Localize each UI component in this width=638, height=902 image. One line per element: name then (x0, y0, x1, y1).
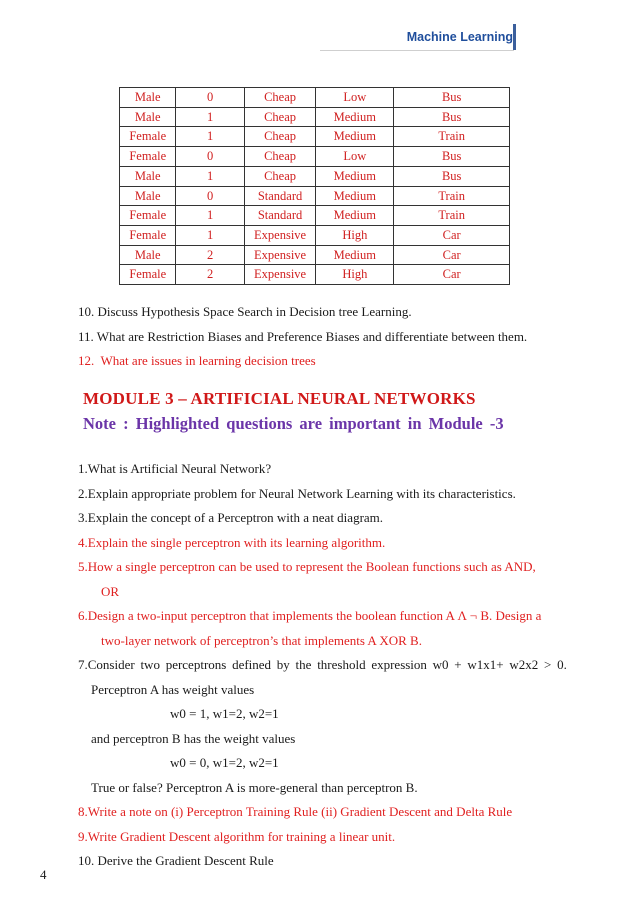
table-cell: 1 (176, 206, 244, 226)
table-cell: Expensive (244, 265, 315, 285)
table-cell: 2 (176, 265, 244, 285)
table-cell: Train (394, 186, 510, 206)
question-10-prev: 10. Discuss Hypothesis Space Search in Decision tree Learning. (78, 304, 412, 319)
table-row (120, 166, 510, 186)
table-row (120, 186, 510, 206)
table-cell: Cheap (244, 127, 315, 147)
table-cell: Female (120, 225, 176, 245)
table-cell: Female (120, 147, 176, 167)
table-row (120, 245, 510, 265)
page-number: 4 (40, 867, 47, 882)
header-rule (320, 50, 514, 51)
table-cell: Car (394, 225, 510, 245)
table-cell: 1 (176, 107, 244, 127)
question-8: 8.Write a note on (i) Perceptron Training Rule (ii) Gradient Descent and Delta Rule (78, 804, 513, 819)
question-7-line2: Perceptron A has weight values (91, 682, 255, 697)
table-cell: High (316, 265, 394, 285)
table-cell: 1 (176, 127, 244, 147)
table-row (120, 88, 510, 108)
table-cell: Low (316, 88, 394, 108)
question-6-cont: two-layer network of perceptron’s that implements A XOR B. (101, 633, 422, 648)
table-cell: Medium (316, 186, 394, 206)
table-cell: Female (120, 206, 176, 226)
table-cell: Medium (316, 245, 394, 265)
question-10: 10. Derive the Gradient Descent Rule (78, 853, 274, 868)
question-9: 9.Write Gradient Descent algorithm for training a linear unit. (78, 829, 396, 844)
table-cell: Bus (394, 107, 510, 127)
table-cell: Low (316, 147, 394, 167)
table-cell: Medium (316, 166, 394, 186)
table-cell: Car (394, 265, 510, 285)
question-3: 3.Explain the concept of a Perceptron with a neat diagram. (78, 510, 384, 525)
table-cell: Expensive (244, 245, 315, 265)
header-accent-bar (513, 24, 516, 50)
table-cell: 0 (176, 186, 244, 206)
table-cell: Bus (394, 147, 510, 167)
question-2: 2.Explain appropriate problem for Neural Network Learning with its characteristics. (78, 486, 516, 501)
table-cell: Car (394, 245, 510, 265)
question-5-cont: OR (101, 584, 120, 599)
training-data-table (119, 87, 510, 285)
table-row (120, 127, 510, 147)
table-cell: Cheap (244, 166, 315, 186)
table-cell: High (316, 225, 394, 245)
table-row (120, 147, 510, 167)
table-cell: 1 (176, 225, 244, 245)
table-cell: Female (120, 265, 176, 285)
table-cell: Train (394, 127, 510, 147)
question-7-line6: True or false? Perceptron A is more-general than perceptron B. (91, 780, 418, 795)
question-7: 7.Consider two perceptrons defined by the threshold expression w0 + w1x1+ w2x2 > 0. (78, 657, 567, 672)
table-row (120, 107, 510, 127)
table-cell: Standard (244, 206, 315, 226)
question-11-prev: 11. What are Restriction Biases and Preference Biases and differentiate between them. (78, 329, 528, 344)
table-cell: Medium (316, 127, 394, 147)
table-cell: Male (120, 166, 176, 186)
table-cell: 0 (176, 88, 244, 108)
module-note: Note : Highlighted questions are important in Module -3 (83, 414, 504, 433)
table-cell: Male (120, 245, 176, 265)
table-cell: Female (120, 127, 176, 147)
table-cell: Standard (244, 186, 315, 206)
table-cell: 2 (176, 245, 244, 265)
table-row (120, 206, 510, 226)
header-title: Machine Learning (406, 30, 513, 44)
table-cell: Male (120, 107, 176, 127)
table-cell: Cheap (244, 147, 315, 167)
question-6: 6.Design a two-input perceptron that implements the boolean function A Λ ¬ B. Design a (78, 608, 542, 623)
table-cell: Bus (394, 88, 510, 108)
table-row (120, 225, 510, 245)
table-cell: Male (120, 88, 176, 108)
module-title: MODULE 3 – ARTIFICIAL NEURAL NETWORKS (83, 389, 476, 408)
table-cell: 0 (176, 147, 244, 167)
perceptron-b-weights: w0 = 0, w1=2, w2=1 (170, 755, 279, 770)
table-cell: Cheap (244, 107, 315, 127)
question-4: 4.Explain the single perceptron with its learning algorithm. (78, 535, 386, 550)
table-cell: Bus (394, 166, 510, 186)
question-7-line4: and perceptron B has the weight values (91, 731, 296, 746)
table-row (120, 265, 510, 285)
question-12-prev: 12. What are issues in learning decision trees (78, 353, 316, 368)
table-cell: Medium (316, 107, 394, 127)
table-cell: 1 (176, 166, 244, 186)
question-5: 5.How a single perceptron can be used to represent the Boolean functions such as AND, (78, 559, 536, 574)
table-cell: Expensive (244, 225, 315, 245)
table-cell: Male (120, 186, 176, 206)
table-cell: Cheap (244, 88, 315, 108)
question-1: 1.What is Artificial Neural Network? (78, 461, 272, 476)
table-cell: Train (394, 206, 510, 226)
table-cell: Medium (316, 206, 394, 226)
perceptron-a-weights: w0 = 1, w1=2, w2=1 (170, 706, 279, 721)
